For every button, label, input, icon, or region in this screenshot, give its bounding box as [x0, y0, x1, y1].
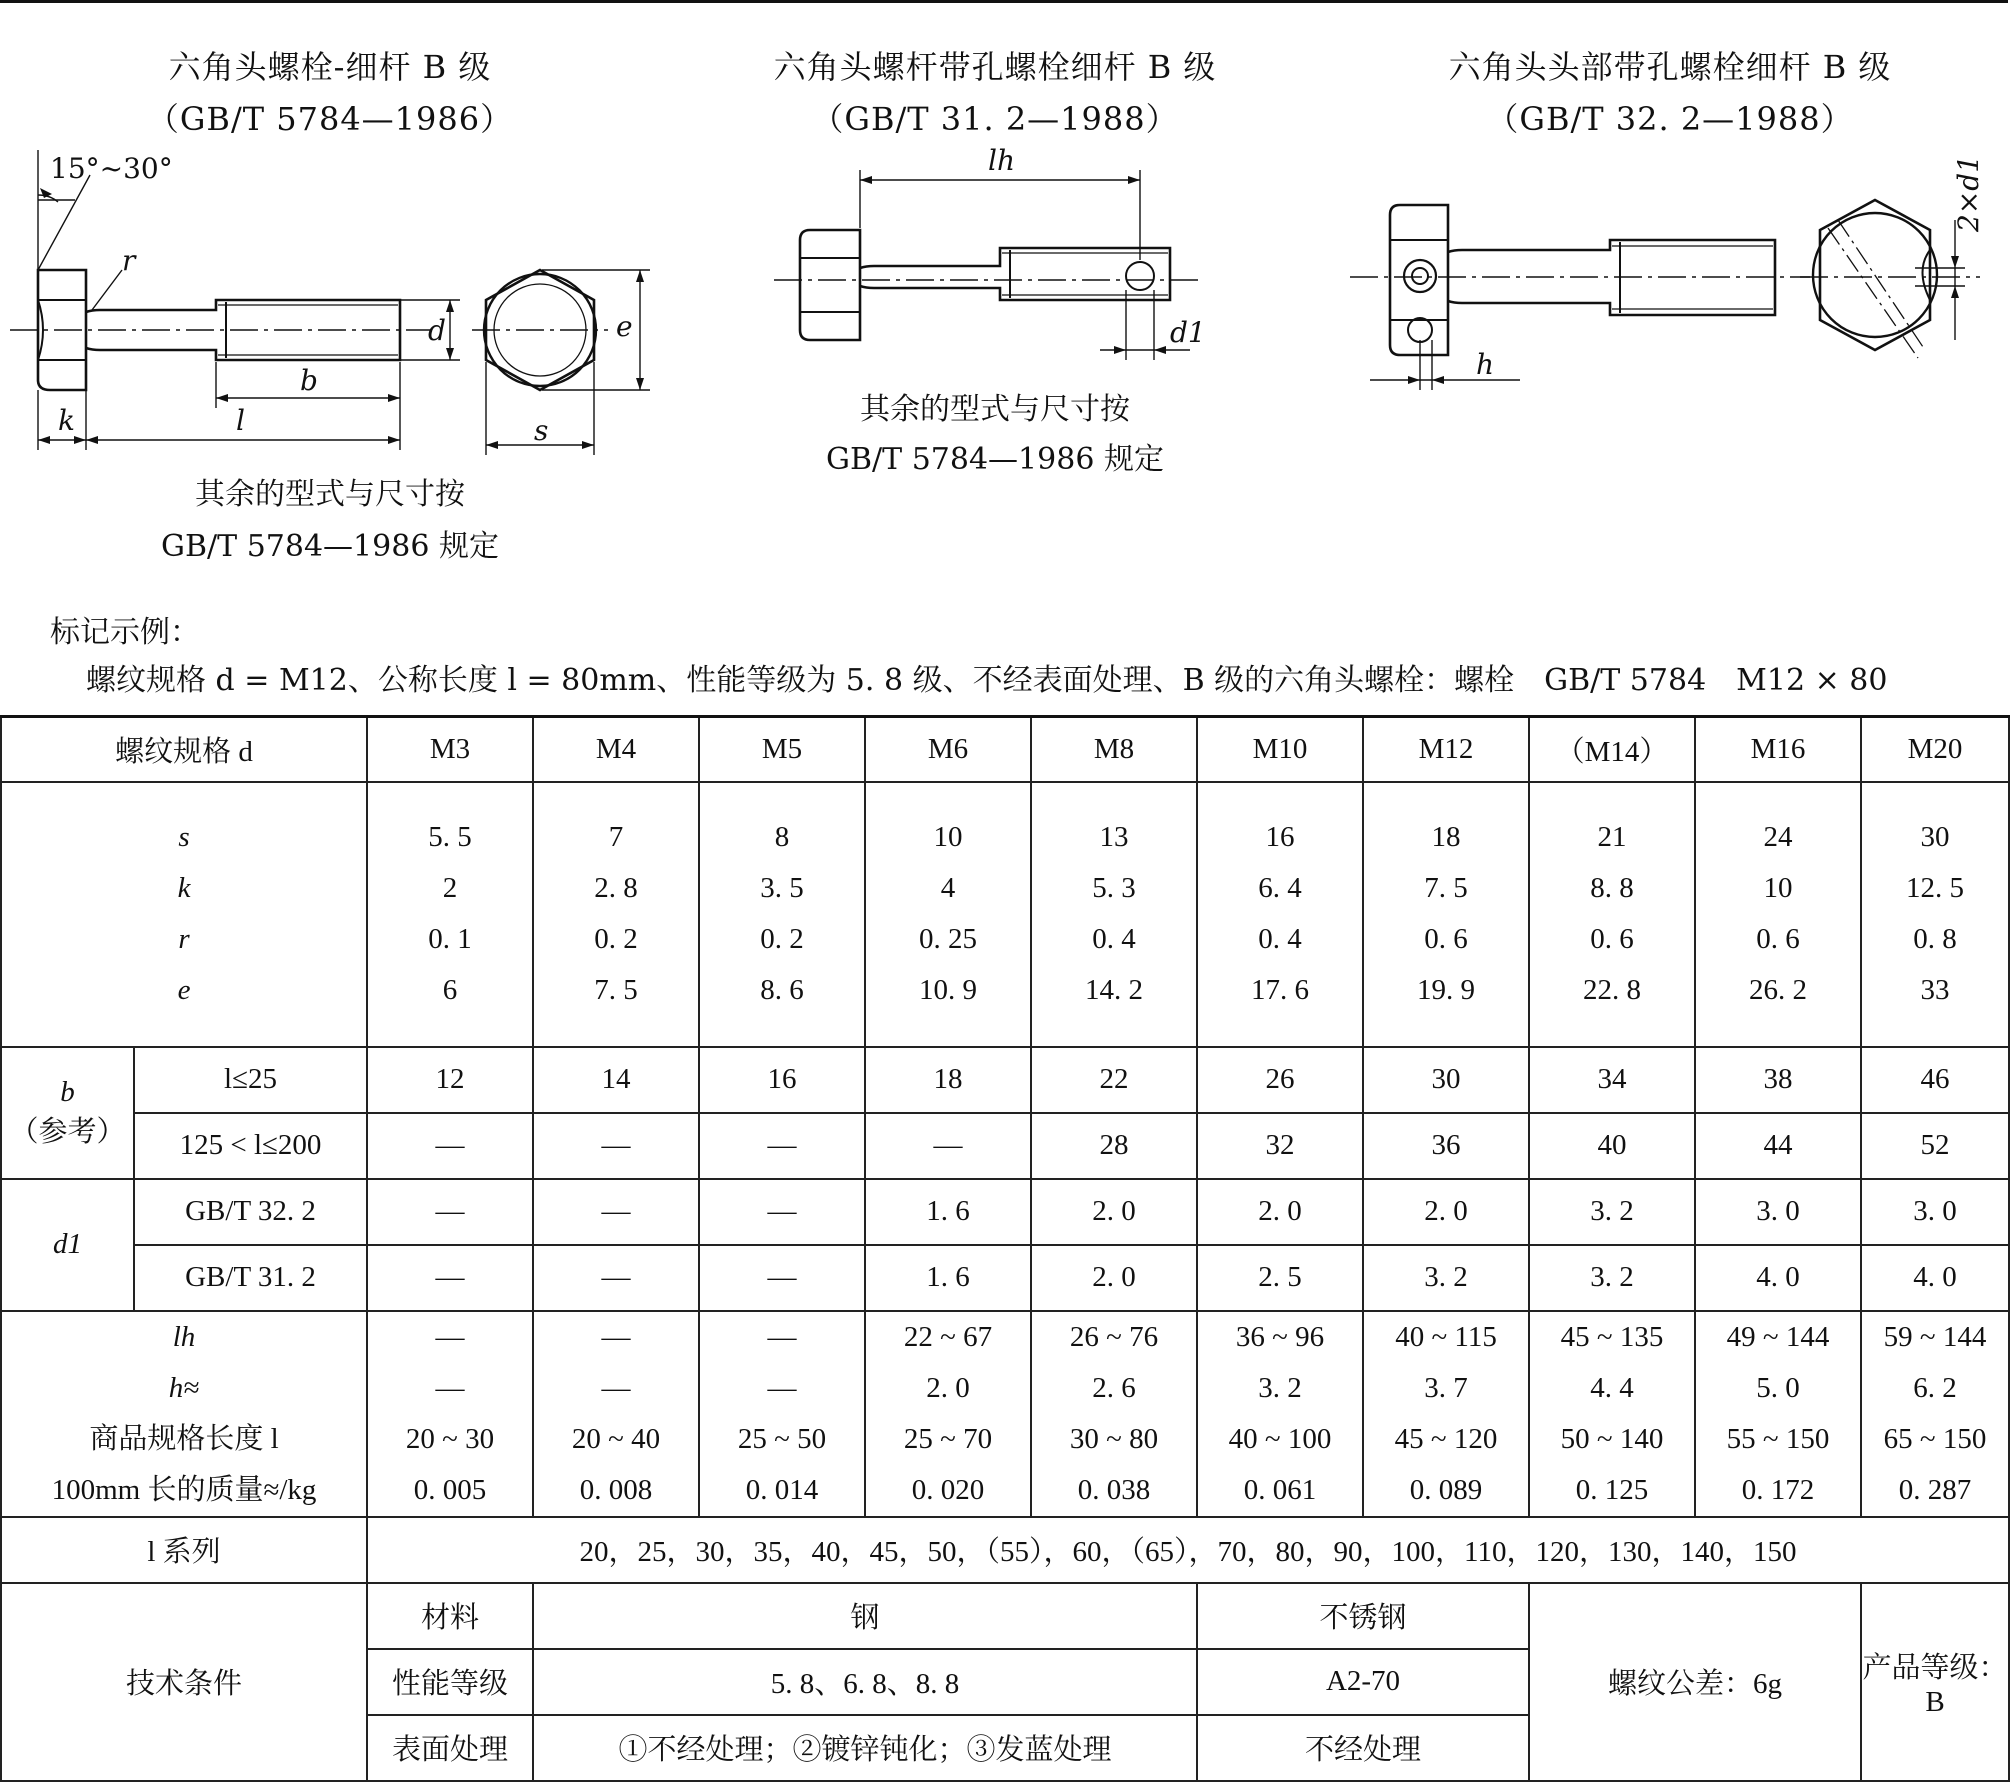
figure1-title: 六角头螺栓-细杆 B 级	[168, 48, 492, 86]
d1b-m20: 4. 0	[1861, 1245, 2009, 1311]
misc-m8: 26 ~ 76 2. 6 30 ~ 80 0. 038	[1031, 1311, 1197, 1517]
d1-label: d1	[1170, 316, 1206, 349]
misc-m10: 36 ~ 96 3. 2 40 ~ 100 0. 061	[1197, 1311, 1363, 1517]
d1b-m12: 3. 2	[1363, 1245, 1529, 1311]
b1-m6: 18	[865, 1047, 1031, 1113]
material-stainless: 不锈钢	[1197, 1583, 1529, 1649]
d1a-m4: —	[533, 1179, 699, 1245]
surface-label: 表面处理	[367, 1715, 533, 1781]
b2-m20: 52	[1861, 1113, 2009, 1179]
figure1-standard: （GB/T 5784—1986）	[146, 100, 514, 138]
dims-m8: 13 5. 3 0. 4 14. 2	[1031, 782, 1197, 1047]
dims-m3: 5. 5 2 0. 1 6	[367, 782, 533, 1047]
r-label: r	[122, 244, 136, 277]
figure1-note-line1: 其余的型式与尺寸按	[195, 477, 465, 512]
dims-m5: 8 3. 5 0. 2 8. 6	[699, 782, 865, 1047]
header-label: 螺纹规格 d	[1, 717, 367, 782]
top-rule	[0, 0, 2008, 3]
steel-grades: 5. 8、6. 8、8. 8	[533, 1649, 1197, 1715]
figure1-note-line2: GB/T 5784—1986 规定	[161, 529, 499, 564]
figure2-standard: （GB/T 31. 2—1988）	[811, 100, 1179, 138]
steel-surface: ①不经处理；②镀锌钝化；③发蓝处理	[533, 1715, 1197, 1781]
dims-m20: 30 12. 5 0. 8 33	[1861, 782, 2009, 1047]
figure3-title: 六角头头部带孔螺栓细杆 B 级	[1448, 48, 1892, 86]
dims-m4: 7 2. 8 0. 2 7. 5	[533, 782, 699, 1047]
b1-m12: 30	[1363, 1047, 1529, 1113]
misc-m6: 22 ~ 67 2. 0 25 ~ 70 0. 020	[865, 1311, 1031, 1517]
stainless-grade: A2-70	[1197, 1649, 1529, 1715]
d1b-m8: 2. 0	[1031, 1245, 1197, 1311]
figure1-drawing	[0, 140, 633, 470]
d1b-m4: —	[533, 1245, 699, 1311]
material-steel: 钢	[533, 1583, 1197, 1649]
d1b-m3: —	[367, 1245, 533, 1311]
size-m5: M5	[699, 717, 865, 782]
l-series-label: l 系列	[1, 1517, 367, 1583]
size-m6: M6	[865, 717, 1031, 782]
d1-group-label: d1	[1, 1179, 134, 1311]
spec-table	[0, 715, 2010, 1782]
two-d1-label: 2×d1	[1952, 154, 1985, 232]
dims-m14: 21 8. 8 0. 6 22. 8	[1529, 782, 1695, 1047]
dims-m16: 24 10 0. 6 26. 2	[1695, 782, 1861, 1047]
b1-m8: 22	[1031, 1047, 1197, 1113]
marking-example: 螺纹规格 d = M12、公称长度 l = 80mm、性能等级为 5. 8 级、不经表面处理、B 级的六角头螺栓：螺栓 GB/T 5784 M12 × 80	[86, 663, 1888, 698]
misc-m4: — — 20 ~ 40 0. 008	[533, 1311, 699, 1517]
size-m4: M4	[533, 717, 699, 782]
e-label: e	[616, 310, 633, 343]
l-series-values: 20，25，30，35，40，45，50，（55），60，（65），70，80，90，100，110，120，130，140，150	[367, 1517, 2009, 1583]
size-m10: M10	[1197, 717, 1363, 782]
b-label: b	[300, 364, 318, 397]
d1a-m3: —	[367, 1179, 533, 1245]
b-cond-2: 125 < l≤200	[134, 1113, 367, 1179]
b2-m10: 32	[1197, 1113, 1363, 1179]
figure3-drawing	[1340, 140, 2000, 400]
d1a-m6: 1. 6	[865, 1179, 1031, 1245]
b2-m3: —	[367, 1113, 533, 1179]
b2-m6: —	[865, 1113, 1031, 1179]
misc-m20: 59 ~ 144 6. 2 65 ~ 150 0. 287	[1861, 1311, 2009, 1517]
d1-std-1: GB/T 32. 2	[134, 1179, 367, 1245]
stainless-surface: 不经处理	[1197, 1715, 1529, 1781]
figure3-standard: （GB/T 32. 2—1988）	[1486, 100, 1854, 138]
b1-m20: 46	[1861, 1047, 2009, 1113]
angle-label: 15°~30°	[50, 152, 173, 185]
lh-label: lh	[988, 144, 1015, 177]
dims-m6: 10 4 0. 25 10. 9	[865, 782, 1031, 1047]
marking-heading: 标记示例：	[50, 615, 200, 650]
s-label: s	[534, 414, 549, 447]
d1a-m14: 3. 2	[1529, 1179, 1695, 1245]
d1a-m8: 2. 0	[1031, 1179, 1197, 1245]
size-m3: M3	[367, 717, 533, 782]
b2-m16: 44	[1695, 1113, 1861, 1179]
b2-m12: 36	[1363, 1113, 1529, 1179]
misc-m3: — — 20 ~ 30 0. 005	[367, 1311, 533, 1517]
product-grade: 产品等级：B	[1861, 1583, 2009, 1781]
b-cond-1: l≤25	[134, 1047, 367, 1113]
d1b-m16: 4. 0	[1695, 1245, 1861, 1311]
d1b-m14: 3. 2	[1529, 1245, 1695, 1311]
b1-m16: 38	[1695, 1047, 1861, 1113]
dims-m12: 18 7. 5 0. 6 19. 9	[1363, 782, 1529, 1047]
figure2-drawing	[760, 140, 1220, 390]
dims-m10: 16 6. 4 0. 4 17. 6	[1197, 782, 1363, 1047]
d1a-m10: 2. 0	[1197, 1179, 1363, 1245]
d1b-m6: 1. 6	[865, 1245, 1031, 1311]
b1-m4: 14	[533, 1047, 699, 1113]
figure2-note-line2: GB/T 5784—1986 规定	[826, 442, 1164, 477]
d1b-m5: —	[699, 1245, 865, 1311]
misc-m16: 49 ~ 144 5. 0 55 ~ 150 0. 172	[1695, 1311, 1861, 1517]
d1a-m16: 3. 0	[1695, 1179, 1861, 1245]
figure2-title: 六角头螺杆带孔螺栓细杆 B 级	[773, 48, 1217, 86]
b1-m5: 16	[699, 1047, 865, 1113]
size-m12: M12	[1363, 717, 1529, 782]
d1-std-2: GB/T 31. 2	[134, 1245, 367, 1311]
b2-m14: 40	[1529, 1113, 1695, 1179]
b1-m10: 26	[1197, 1047, 1363, 1113]
dims-labels: s k r e	[1, 782, 367, 1047]
k-label: k	[58, 404, 75, 437]
b-group-label: b （参考）	[1, 1047, 134, 1179]
d1a-m5: —	[699, 1179, 865, 1245]
d1b-m10: 2. 5	[1197, 1245, 1363, 1311]
b1-m3: 12	[367, 1047, 533, 1113]
misc-m14: 45 ~ 135 4. 4 50 ~ 140 0. 125	[1529, 1311, 1695, 1517]
b2-m4: —	[533, 1113, 699, 1179]
size-m14: （M14）	[1529, 717, 1695, 782]
thread-tolerance: 螺纹公差：6g	[1529, 1583, 1861, 1781]
figure2-note-line1: 其余的型式与尺寸按	[860, 392, 1130, 427]
misc-m5: — — 25 ~ 50 0. 014	[699, 1311, 865, 1517]
d1a-m12: 2. 0	[1363, 1179, 1529, 1245]
d1a-m20: 3. 0	[1861, 1179, 2009, 1245]
h-label: h	[1476, 348, 1495, 381]
b2-m5: —	[699, 1113, 865, 1179]
misc-m12: 40 ~ 115 3. 7 45 ~ 120 0. 089	[1363, 1311, 1529, 1517]
l-label: l	[236, 404, 245, 437]
material-label: 材料	[367, 1583, 533, 1649]
size-m20: M20	[1861, 717, 2009, 782]
size-m8: M8	[1031, 717, 1197, 782]
tech-label: 技术条件	[1, 1583, 367, 1781]
d-label: d	[428, 314, 446, 347]
grade-label: 性能等级	[367, 1649, 533, 1715]
b1-m14: 34	[1529, 1047, 1695, 1113]
size-m16: M16	[1695, 717, 1861, 782]
b2-m8: 28	[1031, 1113, 1197, 1179]
misc-labels: lh h≈ 商品规格长度 l 100mm 长的质量≈/kg	[1, 1311, 367, 1517]
